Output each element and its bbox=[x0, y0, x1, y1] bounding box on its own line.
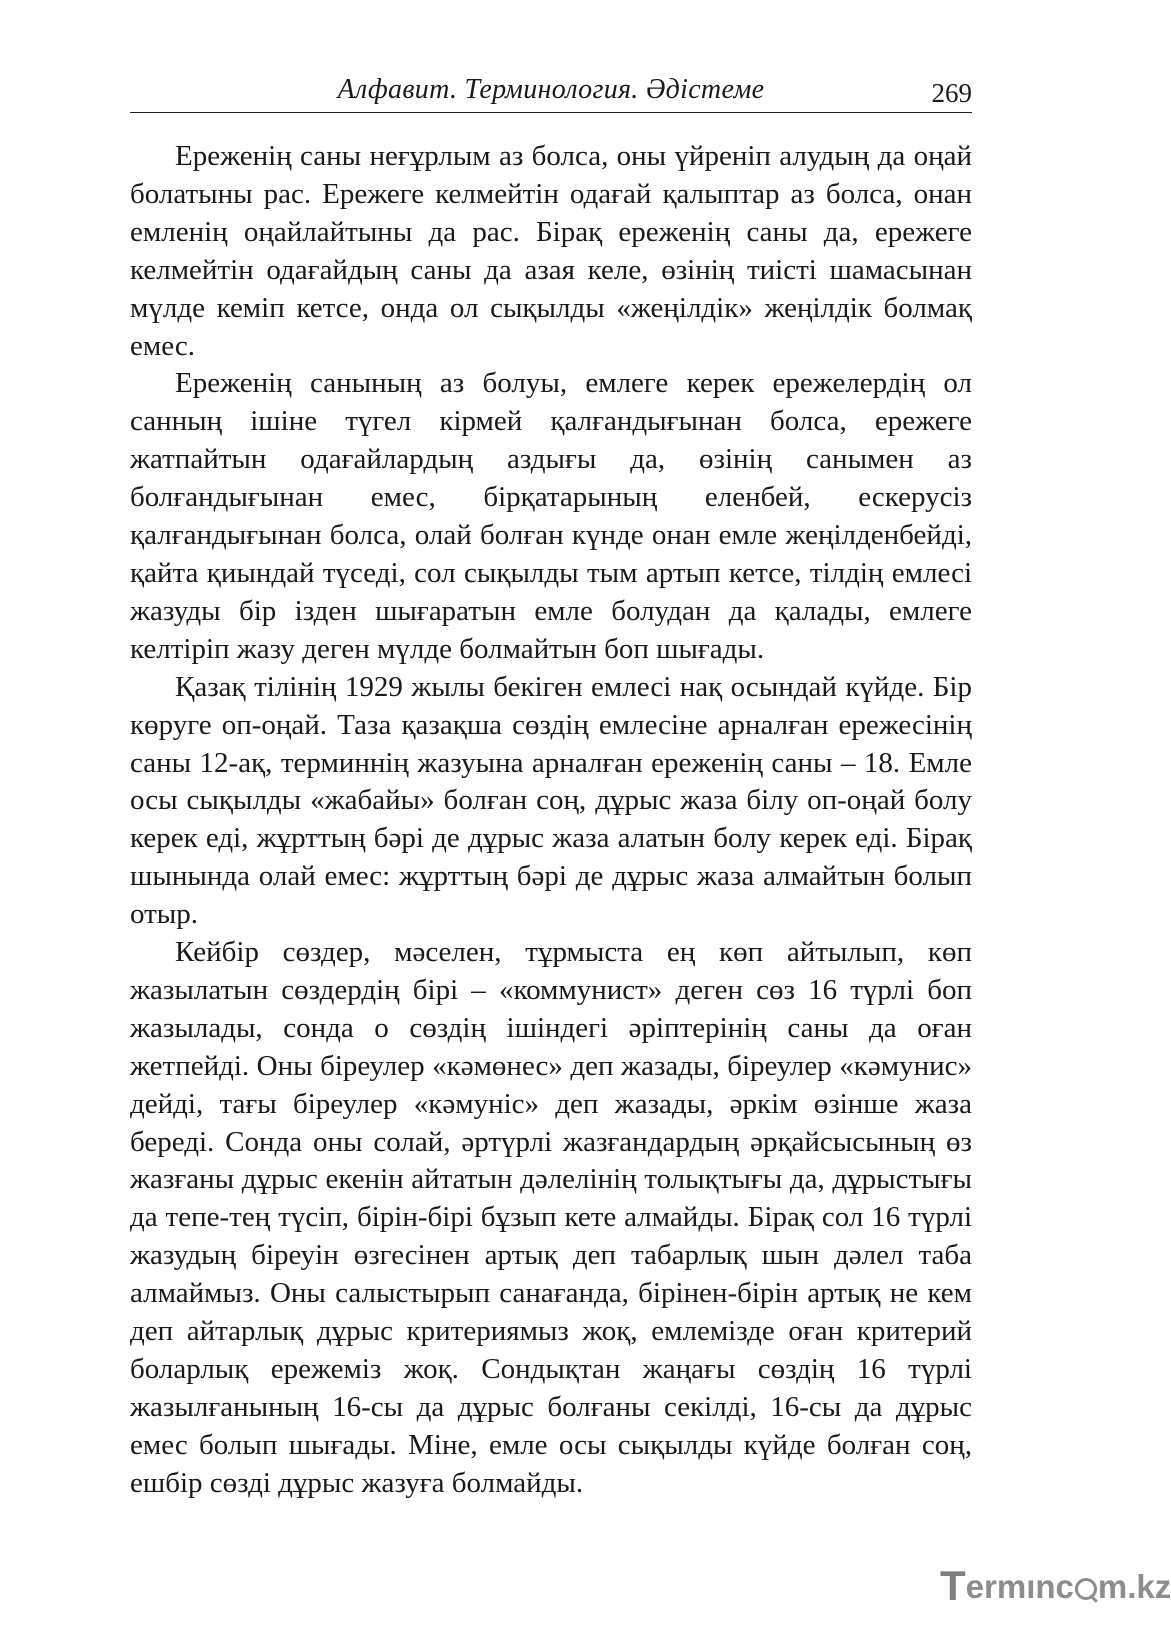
paragraph-1: Ереженің саны неғұрлым аз болса, оны үйреніп алудың да оңай болатыны рас. Ережеге келмейтін одағай қалыптар аз болса, онан емленің оңайлайтыны да рас. Бірақ ереженің саны да, ережеге келмейтін одағайдың саны да азая келе, өзінің тиісті шамасынан мүлде кеміп кетсе, онда ол сықылды «жеңілдік» жеңілдік болмақ емес. bbox=[130, 140, 972, 362]
magnifier-icon bbox=[1075, 1578, 1097, 1600]
page-number: 269 bbox=[931, 78, 972, 108]
body-text bbox=[130, 138, 972, 1503]
paragraph-2: Ереженің санының аз болуы, емлеге керек ережелердің ол санның ішіне түгел кірмей қалғандығынан болса, ережеге жатпайтын одағайлардың аздығы да, өзінің санымен аз болғандығынан емес, бірқатарының еленбей, ескерусіз қалғандығынан болса, олай болған күнде онан емле жеңілденбейді, қайта қиындай түседі, сол сықылды тым артып кетсе, тілдің емлесі жазуды бір ізден шығаратын емле болудан да қалады, емлеге келтіріп жазу деген мүлде болмайтын боп шығады. bbox=[130, 367, 972, 665]
watermark-text-left: ermınc bbox=[965, 1568, 1074, 1605]
running-header bbox=[130, 72, 972, 113]
watermark-t-icon: T bbox=[940, 1562, 966, 1609]
paragraph-3: Қазақ тілінің 1929 жылы бекіген емлесі нақ осындай күйде. Бір көруге оп-оңай. Таза қазақша сөздің емлесіне арналған ережесінің саны 12-ақ, терминнің жазуына арналған ереженің саны – 18. Емле осы сықылды «жабайы» болған соң, дұрыс жаза білу оп-оңай болу керек еді, жұрттың бәрі де дұрыс жаза алатын болу керек еді. Бірақ шынында олай емес: жұрттың бәрі де дұрыс жаза алмайтын болып отыр. bbox=[130, 670, 972, 931]
watermark-text-right: m.kz bbox=[1097, 1568, 1171, 1605]
paragraph-4: Кейбір сөздер, мәселен, тұрмыста ең көп айтылып, көп жазылатын сөздердің бірі – «коммунист» деген сөз 16 түрлі боп жазылады, сонда о сөздің ішіндегі әріптерінің саны да оған жетпейді. Оны біреулер «кәмөнес» деп жазады, біреулер «кәмунис» дейді, тағы біреулер «кәмуніс» деп жазады, әркім өзінше жаза береді. Сонда оны солай, әртүрлі жазғандардың әрқайсысының өз жазғаны дұрыс екенін айтатын дәлелінің толықтығы да, дұрыстығы да тепе-тең түсіп, бірін-бірі бұзып кете алмайды. Бірақ сол 16 түрлі жазудың біреуін өзгесінен артық деп табарлық шын дәлел таба алмаймыз. Оны салыстырып санағанда, бірінен-бірін артық не кем деп айтарлық дұрыс критериямыз жоқ, емлемізде оған критерий боларлық ережеміз жоқ. Сондықтан жаңағы сөздің 16 түрлі жазылғанының 16-сы да дұрыс болғаны секілді, 16-сы да дұрыс емес болып шығады. Міне, емле осы сықылды күйде болған соң, ешбір сөзді дұрыс жазуға болмайды. bbox=[130, 936, 972, 1499]
watermark-logo bbox=[940, 1560, 1171, 1616]
running-title: Алфавит. Терминология. Әдістеме bbox=[337, 74, 765, 105]
